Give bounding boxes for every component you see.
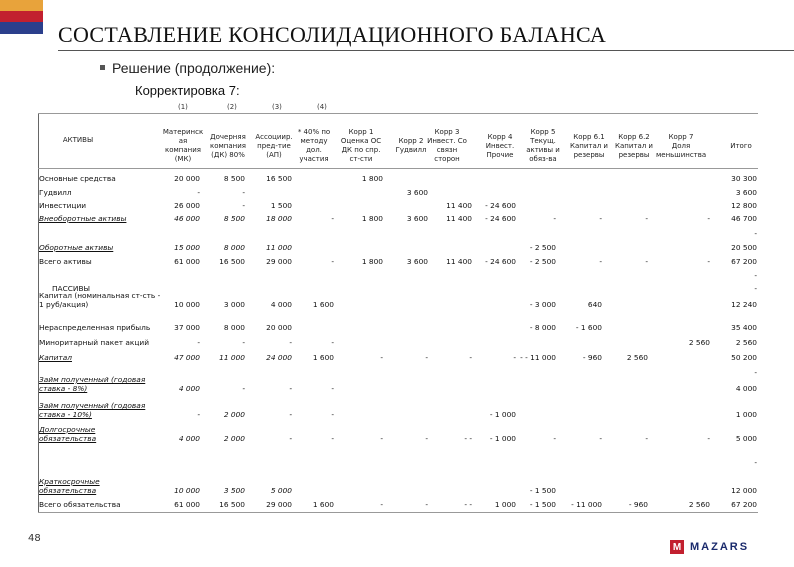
table-cell: - <box>513 353 516 362</box>
table-cell: - 24 600 <box>485 257 516 266</box>
column-header: Итого <box>730 141 752 150</box>
row-label: Основные средства <box>39 174 116 183</box>
table-cell: 1 000 <box>494 500 516 509</box>
logo-text: MAZARS <box>690 541 750 553</box>
column-header: Корр 4 Инвест. Прочие <box>485 132 515 159</box>
table-cell: - <box>380 500 383 509</box>
row-label: Оборотные активы <box>39 243 114 252</box>
table-cell: - 960 <box>582 353 602 362</box>
row-label: Капитал <box>39 353 72 362</box>
table-cell: - <box>197 188 200 197</box>
table-cell: - <box>553 434 556 443</box>
table-cell: - <box>645 214 648 223</box>
table-cell: - 960 <box>628 500 648 509</box>
table-cell: 2 000 <box>223 410 245 419</box>
table-cell: 47 000 <box>174 353 200 362</box>
row-label: Капитал (номинальная ст-сть - 1 руб/акция) <box>39 291 161 309</box>
table-cell: - <box>599 257 602 266</box>
flag-stripe-blue <box>0 22 43 34</box>
table-cell: 12 800 <box>731 201 757 210</box>
table-cell: 8 500 <box>223 174 245 183</box>
table-cell: 2 560 <box>735 338 757 347</box>
column-header: Дочерняя компания (ДК) 80% <box>210 132 246 159</box>
table-rule <box>38 512 758 513</box>
column-header: Корр 5 Текущ. активы и обяз-ва <box>526 128 560 163</box>
table-cell: - <box>242 384 245 393</box>
table-cell: 11 000 <box>219 353 245 362</box>
table-cell: 18 000 <box>266 214 292 223</box>
table-cell: - <box>331 384 334 393</box>
table-cell: 5 000 <box>270 486 292 495</box>
row-label: Внеоборотные активы <box>39 214 127 223</box>
table-left-border <box>38 113 39 513</box>
table-cell: - <box>331 338 334 347</box>
table-cell: - <box>197 338 200 347</box>
table-cell: 3 600 <box>406 214 428 223</box>
table-cell: - <box>599 434 602 443</box>
table-cell: - <box>754 284 757 293</box>
mazars-logo <box>670 540 749 554</box>
flag-stripe-red <box>0 11 43 22</box>
bullet-text: Решение (продолжение): <box>112 60 276 76</box>
table-cell: 11 400 <box>446 214 472 223</box>
table-cell: - 1 000 <box>489 434 516 443</box>
table-cell: 2 560 <box>688 500 710 509</box>
table-cell: - <box>331 410 334 419</box>
table-cell: 3 500 <box>223 486 245 495</box>
column-header: Корр 2 Гудвилл <box>395 137 427 154</box>
flag-stripe-orange <box>0 0 43 11</box>
table-cell: 1 000 <box>735 410 757 419</box>
table-cell: - <box>289 410 292 419</box>
table-cell: 61 000 <box>174 257 200 266</box>
column-header: Материнск ая компания (МК) <box>162 128 204 163</box>
table-cell: 2 000 <box>223 434 245 443</box>
table-cell: 15 000 <box>174 243 200 252</box>
column-number: (4) <box>317 103 327 111</box>
table-cell: 4 000 <box>270 300 292 309</box>
table-cell: 1 500 <box>270 201 292 210</box>
table-cell: 5 000 <box>735 434 757 443</box>
table-cell: - <box>331 257 334 266</box>
table-cell: 29 000 <box>266 257 292 266</box>
table-cell: 24 000 <box>266 353 292 362</box>
table-cell: - <box>425 500 428 509</box>
table-cell: - <box>707 214 710 223</box>
table-cell: 8 500 <box>223 214 245 223</box>
table-cell: - 1 500 <box>529 486 556 495</box>
column-header: Корр 6.2 Капитал и резервы <box>614 132 653 159</box>
table-cell: 12 000 <box>731 486 757 495</box>
row-label: Займ полученный (годовая ставка - 8%) <box>39 375 146 393</box>
table-cell: 8 000 <box>223 323 245 332</box>
page-number: 48 <box>28 533 41 544</box>
table-cell: 4 000 <box>178 434 200 443</box>
table-cell: 67 200 <box>731 500 757 509</box>
table-cell: 2 560 <box>626 353 648 362</box>
table-cell: 10 000 <box>174 300 200 309</box>
table-cell: 35 400 <box>731 323 757 332</box>
table-cell: - <box>553 214 556 223</box>
table-cell: - 3 000 <box>529 300 556 309</box>
table-cell: 67 200 <box>731 257 757 266</box>
table-cell: 8 000 <box>223 243 245 252</box>
table-cell: 1 800 <box>361 214 383 223</box>
table-cell: - 1 000 <box>489 410 516 419</box>
table-cell: - <box>754 458 757 467</box>
table-cell: - <box>599 214 602 223</box>
column-header: Ассоцииp. пред-тие (АП) <box>255 132 293 159</box>
table-cell: - <box>380 353 383 362</box>
table-cell: - <box>331 214 334 223</box>
row-label: Всего обязательства <box>39 500 121 509</box>
table-cell: 61 000 <box>174 500 200 509</box>
table-cell: 20 000 <box>266 323 292 332</box>
column-header: Корр 7 Доля меньшинства <box>656 132 707 159</box>
table-cell: - <box>707 257 710 266</box>
table-cell: - <box>242 188 245 197</box>
table-cell: 29 000 <box>266 500 292 509</box>
table-cell: 10 000 <box>174 486 200 495</box>
row-label: Всего активы <box>39 257 92 266</box>
table-cell: 1 800 <box>361 174 383 183</box>
table-cell: 1 600 <box>312 500 334 509</box>
table-cell: 50 200 <box>731 353 757 362</box>
table-cell: 26 000 <box>174 201 200 210</box>
title-rule <box>58 50 794 51</box>
column-number: (1) <box>178 103 188 111</box>
table-cell: 37 000 <box>174 323 200 332</box>
table-cell: 11 400 <box>446 201 472 210</box>
table-cell: 1 600 <box>312 353 334 362</box>
table-cell: 3 600 <box>406 257 428 266</box>
row-label: Нераспределенная прибыль <box>39 323 151 332</box>
table-cell: 12 240 <box>731 300 757 309</box>
header-assets: АКТИВЫ <box>62 136 94 144</box>
table-cell: - 1 600 <box>575 323 602 332</box>
column-header: Корр 6.1 Капитал и резервы <box>569 132 608 159</box>
table-cell: 16 500 <box>266 174 292 183</box>
bullet-square-icon <box>100 65 105 70</box>
row-label: ПАССИВЫ <box>52 284 91 293</box>
table-cell: 4 000 <box>735 384 757 393</box>
row-label: Гудвилл <box>39 188 72 197</box>
table-cell: 16 500 <box>219 500 245 509</box>
table-cell: - <box>469 353 472 362</box>
table-cell: - 24 600 <box>485 201 516 210</box>
table-cell: - <box>289 338 292 347</box>
row-label: Долгосрочные обязательства <box>39 425 97 443</box>
table-cell: - <box>380 434 383 443</box>
table-cell: - <box>754 368 757 377</box>
table-cell: - <box>331 434 334 443</box>
table-cell: - - <box>464 434 472 443</box>
table-cell: - <box>197 410 200 419</box>
row-label: Краткосрочные обязательства <box>39 477 100 495</box>
row-label: Инвестиции <box>39 201 87 210</box>
table-rule <box>38 168 758 169</box>
table-cell: 4 000 <box>178 384 200 393</box>
table-cell: 3 000 <box>223 300 245 309</box>
table-cell: 11 000 <box>266 243 292 252</box>
table-cell: 1 800 <box>361 257 383 266</box>
column-header: Корр 1 Оценка ОС ДК по спр. ст-сти <box>340 128 382 163</box>
table-cell: 3 600 <box>406 188 428 197</box>
table-cell: - <box>289 384 292 393</box>
table-cell: - <box>707 434 710 443</box>
table-cell: - <box>425 353 428 362</box>
slide-title: СОСТАВЛЕНИЕ КОНСОЛИДАЦИОННОГО БАЛАНСА <box>58 22 607 47</box>
table-cell: - <box>754 229 757 238</box>
bullet-line <box>100 60 275 76</box>
table-cell: - <box>645 434 648 443</box>
table-cell: - <box>289 434 292 443</box>
table-cell: - <box>425 434 428 443</box>
table-cell: - 11 000 <box>571 500 602 509</box>
table-cell: 46 700 <box>731 214 757 223</box>
table-cell: - 8 000 <box>529 323 556 332</box>
column-number: (2) <box>227 103 237 111</box>
table-cell: 20 000 <box>174 174 200 183</box>
table-cell: - 24 600 <box>485 214 516 223</box>
table-cell: - <box>242 201 245 210</box>
table-cell: 2 560 <box>688 338 710 347</box>
row-label: Займ полученный (годовая ставка - 10%) <box>39 401 146 419</box>
table-cell: 1 600 <box>312 300 334 309</box>
table-cell: - 2 500 <box>529 257 556 266</box>
table-cell: - - 11 000 <box>520 353 556 362</box>
table-cell: 46 000 <box>174 214 200 223</box>
logo-mark-icon: M <box>670 540 684 554</box>
row-label: Миноритарный пакет акций <box>39 338 150 347</box>
brand-flag <box>0 0 43 34</box>
table-cell: 30 300 <box>731 174 757 183</box>
column-number: (3) <box>272 103 282 111</box>
column-header: * 40% по методу дол. участия <box>297 128 331 163</box>
table-cell: 16 500 <box>219 257 245 266</box>
table-cell: - - <box>464 500 472 509</box>
table-cell: - <box>645 257 648 266</box>
column-header: Корр 3 Инвест. Со связн сторон <box>427 128 467 163</box>
table-cell: 11 400 <box>446 257 472 266</box>
table-cell: - <box>754 271 757 280</box>
table-rule <box>38 113 758 114</box>
adjustment-subtitle: Корректировка 7: <box>135 83 240 98</box>
table-cell: 3 600 <box>735 188 757 197</box>
table-cell: 640 <box>587 300 602 309</box>
table-cell: - <box>242 338 245 347</box>
table-cell: - 2 500 <box>529 243 556 252</box>
table-cell: - 1 500 <box>529 500 556 509</box>
table-cell: 20 500 <box>731 243 757 252</box>
